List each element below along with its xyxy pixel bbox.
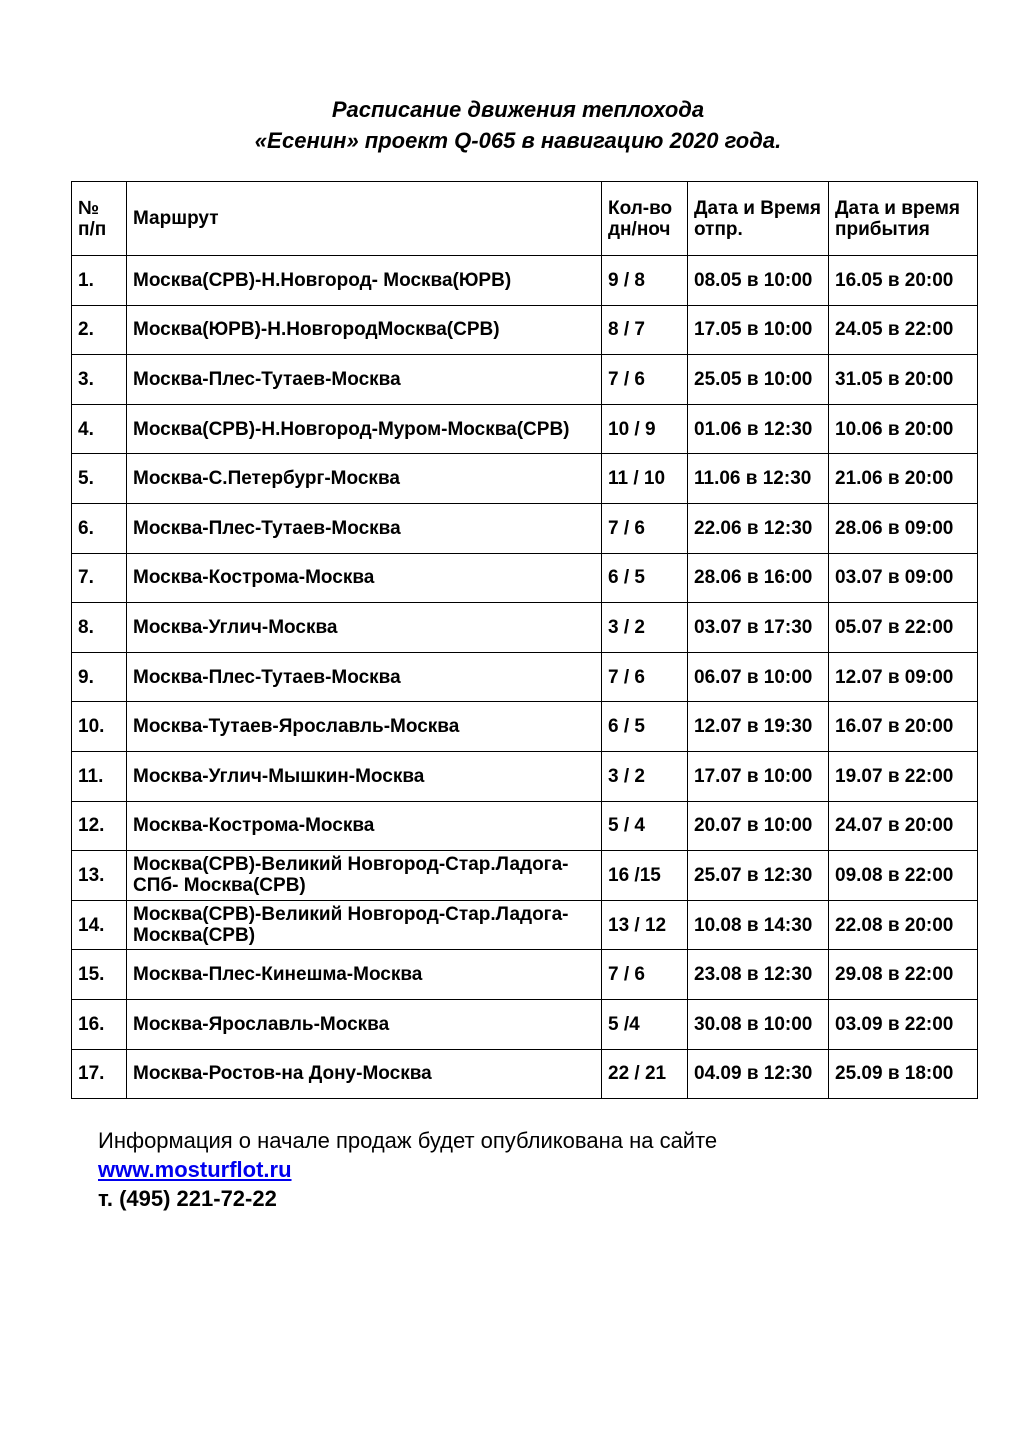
cell-departure: 06.07 в 10:00 (688, 652, 829, 702)
cell-route: Москва-Плес-Тутаев-Москва (127, 355, 602, 405)
website-link[interactable]: www.mosturflot.ru (98, 1157, 292, 1182)
table-row (72, 950, 978, 1000)
cell-days: 8 / 7 (602, 305, 688, 355)
table-row (72, 404, 978, 454)
cell-route: Москва-Углич-Москва (127, 603, 602, 653)
cell-arrival: 03.09 в 22:00 (829, 999, 978, 1049)
cell-days: 6 / 5 (602, 553, 688, 603)
cell-days: 3 / 2 (602, 751, 688, 801)
table-row (72, 454, 978, 504)
cell-num: 7. (72, 553, 127, 603)
cell-route: Москва(СРВ)-Великий Новгород-Стар.Ладога-Москва(СРВ) (127, 900, 602, 950)
cell-route: Москва(СРВ)-Н.Новгород-Муром-Москва(СРВ) (127, 404, 602, 454)
cell-num: 4. (72, 404, 127, 454)
cell-departure: 01.06 в 12:30 (688, 404, 829, 454)
cell-num: 10. (72, 702, 127, 752)
cell-route: Москва(СРВ)-Великий Новгород-Стар.Ладога-СПб- Москва(СРВ) (127, 851, 602, 901)
cell-num: 3. (72, 355, 127, 405)
cell-route: Москва(ЮРВ)-Н.НовгородМосква(СРВ) (127, 305, 602, 355)
table-row (72, 999, 978, 1049)
cell-days: 5 / 4 (602, 801, 688, 851)
document-title-line-1: Расписание движения теплохода (331, 97, 705, 122)
table-row (72, 305, 978, 355)
cell-arrival: 12.07 в 09:00 (829, 652, 978, 702)
info-text: Информация о начале продаж будет опубликована на сайте (98, 1128, 718, 1153)
cell-arrival: 21.06 в 20:00 (829, 454, 978, 504)
document-title-line-2: «Есенин» проект Q-065 в навигацию 2020 года. (254, 128, 782, 153)
cell-arrival: 24.07 в 20:00 (829, 801, 978, 851)
cell-num: 13. (72, 851, 127, 901)
header-arrival: Дата и время прибытия (829, 182, 978, 256)
schedule-table (71, 181, 978, 1099)
cell-route: Москва-Кострома-Москва (127, 553, 602, 603)
cell-departure: 23.08 в 12:30 (688, 950, 829, 1000)
cell-departure: 28.06 в 16:00 (688, 553, 829, 603)
cell-num: 9. (72, 652, 127, 702)
cell-arrival: 10.06 в 20:00 (829, 404, 978, 454)
footer-info (98, 1126, 717, 1213)
cell-arrival: 05.07 в 22:00 (829, 603, 978, 653)
table-row (72, 1049, 978, 1099)
phone-number: т. (495) 221-72-22 (98, 1186, 277, 1211)
cell-route: Москва-Ростов-на Дону-Москва (127, 1049, 602, 1099)
table-row (72, 652, 978, 702)
cell-num: 14. (72, 900, 127, 950)
cell-arrival: 22.08 в 20:00 (829, 900, 978, 950)
cell-num: 15. (72, 950, 127, 1000)
table-row (72, 900, 978, 950)
cell-num: 1. (72, 256, 127, 306)
table-row (72, 503, 978, 553)
cell-route: Москва-С.Петербург-Москва (127, 454, 602, 504)
cell-num: 8. (72, 603, 127, 653)
cell-arrival: 09.08 в 22:00 (829, 851, 978, 901)
cell-days: 6 / 5 (602, 702, 688, 752)
cell-num: 11. (72, 751, 127, 801)
cell-route: Москва-Кострома-Москва (127, 801, 602, 851)
cell-departure: 11.06 в 12:30 (688, 454, 829, 504)
cell-departure: 08.05 в 10:00 (688, 256, 829, 306)
cell-num: 17. (72, 1049, 127, 1099)
cell-route: Москва-Плес-Тутаев-Москва (127, 503, 602, 553)
cell-days: 9 / 8 (602, 256, 688, 306)
cell-departure: 04.09 в 12:30 (688, 1049, 829, 1099)
cell-days: 7 / 6 (602, 950, 688, 1000)
cell-departure: 25.05 в 10:00 (688, 355, 829, 405)
cell-arrival: 24.05 в 22:00 (829, 305, 978, 355)
cell-days: 13 / 12 (602, 900, 688, 950)
table-row (72, 355, 978, 405)
cell-route: Москва-Тутаев-Ярославль-Москва (127, 702, 602, 752)
cell-departure: 17.05 в 10:00 (688, 305, 829, 355)
cell-num: 16. (72, 999, 127, 1049)
cell-days: 7 / 6 (602, 503, 688, 553)
cell-num: 5. (72, 454, 127, 504)
cell-num: 2. (72, 305, 127, 355)
cell-days: 3 / 2 (602, 603, 688, 653)
table-row (72, 603, 978, 653)
table-row (72, 851, 978, 901)
header-route: Маршрут (127, 182, 602, 256)
cell-departure: 17.07 в 10:00 (688, 751, 829, 801)
cell-departure: 22.06 в 12:30 (688, 503, 829, 553)
header-departure: Дата и Время отпр. (688, 182, 829, 256)
cell-route: Москва(СРВ)-Н.Новгород- Москва(ЮРВ) (127, 256, 602, 306)
cell-departure: 03.07 в 17:30 (688, 603, 829, 653)
table-row (72, 256, 978, 306)
cell-departure: 12.07 в 19:30 (688, 702, 829, 752)
cell-departure: 10.08 в 14:30 (688, 900, 829, 950)
cell-days: 7 / 6 (602, 652, 688, 702)
cell-arrival: 31.05 в 20:00 (829, 355, 978, 405)
cell-days: 7 / 6 (602, 355, 688, 405)
cell-days: 10 / 9 (602, 404, 688, 454)
cell-days: 5 /4 (602, 999, 688, 1049)
table-row (72, 553, 978, 603)
cell-num: 12. (72, 801, 127, 851)
cell-departure: 30.08 в 10:00 (688, 999, 829, 1049)
table-row (72, 751, 978, 801)
cell-route: Москва-Плес-Кинешма-Москва (127, 950, 602, 1000)
header-num: № п/п (72, 182, 127, 256)
cell-arrival: 16.07 в 20:00 (829, 702, 978, 752)
cell-days: 11 / 10 (602, 454, 688, 504)
table-row (72, 702, 978, 752)
cell-arrival: 29.08 в 22:00 (829, 950, 978, 1000)
cell-arrival: 19.07 в 22:00 (829, 751, 978, 801)
table-header-row (72, 182, 978, 256)
cell-days: 22 / 21 (602, 1049, 688, 1099)
cell-route: Москва-Плес-Тутаев-Москва (127, 652, 602, 702)
cell-days: 16 /15 (602, 851, 688, 901)
cell-arrival: 28.06 в 09:00 (829, 503, 978, 553)
header-days: Кол-во дн/ноч (602, 182, 688, 256)
cell-arrival: 03.07 в 09:00 (829, 553, 978, 603)
cell-num: 6. (72, 503, 127, 553)
cell-departure: 25.07 в 12:30 (688, 851, 829, 901)
cell-arrival: 16.05 в 20:00 (829, 256, 978, 306)
table-row (72, 801, 978, 851)
cell-departure: 20.07 в 10:00 (688, 801, 829, 851)
cell-route: Москва-Ярославль-Москва (127, 999, 602, 1049)
cell-route: Москва-Углич-Мышкин-Москва (127, 751, 602, 801)
cell-arrival: 25.09 в 18:00 (829, 1049, 978, 1099)
